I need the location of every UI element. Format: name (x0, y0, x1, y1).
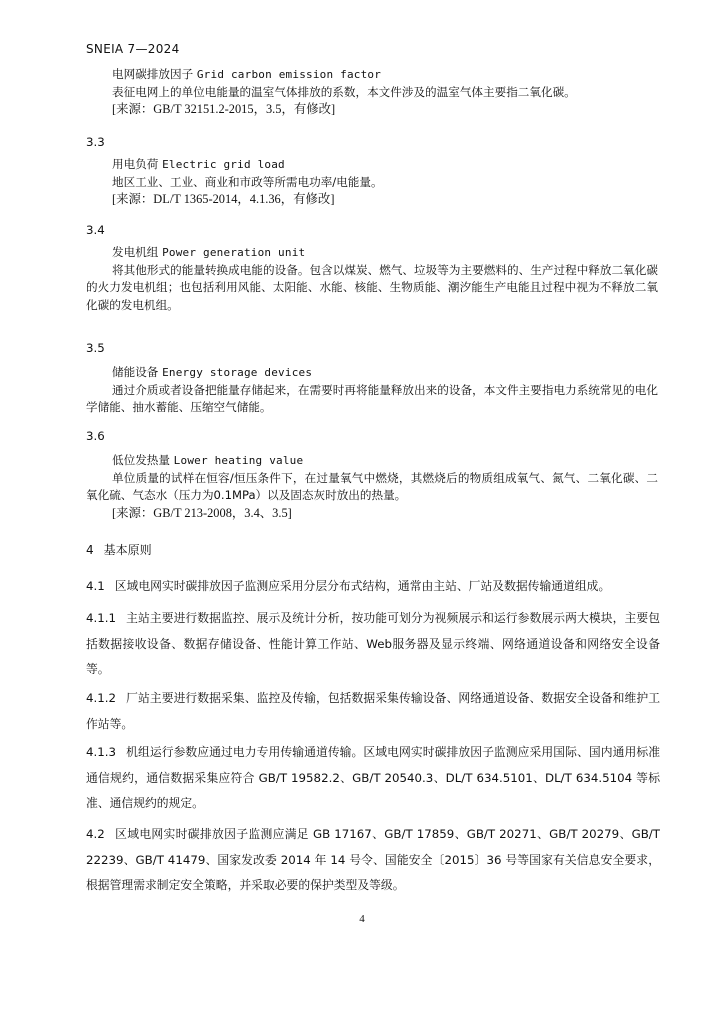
term-cn: 发电机组 (112, 245, 159, 259)
term-number-3-3: 3.3 (86, 135, 105, 149)
term-3-4 (86, 244, 658, 314)
term-title (86, 364, 658, 382)
chapter-number: 4 (86, 543, 94, 557)
term-source: [来源：DL/T 1365-2014，4.1.36，有修改] (112, 192, 335, 206)
term-number-3-6: 3.6 (86, 429, 105, 443)
clause-number: 4.1.1 (86, 611, 117, 625)
term-en: Grid carbon emission factor (196, 68, 382, 81)
clause-4-1-2 (86, 686, 660, 737)
term-definition: 表征电网上的单位电能量的温室气体排放的系数，本文件涉及的温室气体主要指二氧化碳。 (112, 84, 576, 99)
term-3-5 (86, 364, 658, 417)
clause-text: 主站主要进行数据监控、展示及统计分析，按功能可划分为视频展示和运行参数展示两大模块，主要包括数据接收设备、数据存储设备、性能计算工作站、Web服务器及显示终端、网络通道设备和网络安全设备等。 (86, 611, 660, 676)
term-number-3-4: 3.4 (86, 223, 105, 237)
clause-number: 4.1.2 (86, 691, 117, 705)
term-definition: 将其他形式的能量转换成电能的设备。包含以煤炭、燃气、垃圾等为主要燃料的、生产过程中释放二氧化碳的火力发电机组；也包括利用风能、太阳能、水能、核能、生物质能、潮汐能生产电能且过程中视为不释放二氧化碳的发电机组。 (86, 262, 658, 312)
term-definition: 单位质量的试样在恒容/恒压条件下，在过量氧气中燃烧，其燃烧后的物质组成氧气、氮气、二氧化碳、二氧化硫、气态水（压力为0.1MPa）以及固态灰时放出的热量。 (86, 470, 658, 502)
term-number-3-5: 3.5 (86, 341, 105, 355)
clause-text: 区域电网实时碳排放因子监测应满足 GB 17167、GB/T 17859、GB/T 20271、GB/T 20279、GB/T 22239、GB/T 41479、国家发改委 2014 年 14 号令、国能安全〔2015〕36 号等国家有关信息安全要求，根据管理需求制定安全策略，并采取必要的保护类型及等级。 (86, 827, 660, 892)
term-en: Energy storage devices (162, 366, 313, 379)
term-title (86, 452, 658, 470)
term-cn: 用电负荷 (112, 157, 159, 171)
term-cn: 储能设备 (112, 365, 159, 379)
clause-4-2 (86, 822, 660, 899)
term-3-6 (86, 452, 658, 522)
chapter-title: 基本原则 (103, 543, 152, 557)
term-en: Power generation unit (162, 246, 306, 259)
clause-number: 4.1 (86, 579, 105, 593)
clause-4-1 (86, 574, 660, 600)
clause-text: 机组运行参数应通过电力专用传输通道传输。区域电网实时碳排放因子监测应采用国际、国内通用标准通信规约，通信数据采集应符合 GB/T 19582.2、GB/T 20540.3、DL/T 634.5101、DL/T 634.5104 等标准、通信规约的规定。 (86, 745, 660, 810)
chapter-heading (86, 538, 660, 564)
page-number: 4 (359, 913, 365, 925)
term-title (86, 244, 658, 262)
clause-text: 区域电网实时碳排放因子监测应采用分层分布式结构，通常由主站、厂站及数据传输通道组成。 (114, 579, 611, 593)
term-definition: 地区工业、工业、商业和市政等所需电功率/电能量。 (112, 174, 383, 189)
clause-number: 4.1.3 (86, 745, 117, 759)
clause-4-1-1 (86, 606, 660, 683)
term-cn: 电网碳排放因子 (112, 67, 194, 81)
term-title (86, 66, 658, 84)
clause-text: 厂站主要进行数据采集、监控及传输，包括数据采集传输设备、网络通道设备、数据安全设备和维护工作站等。 (86, 691, 660, 731)
term-definition: 通过介质或者设备把能量存储起来，在需要时再将能量释放出来的设备，本文件主要指电力系统常见的电化学储能、抽水蓄能、压缩空气储能。 (86, 382, 658, 414)
term-3-2 (86, 66, 658, 119)
term-en: Electric grid load (162, 158, 285, 171)
clause-number: 4.2 (86, 827, 105, 841)
term-title (86, 156, 658, 174)
document-header: SNEIA 7—2024 (86, 42, 180, 56)
term-cn: 低位发热量 (112, 453, 170, 467)
term-3-3 (86, 156, 658, 209)
term-source: [来源：GB/T 213-2008，3.4、3.5] (112, 505, 292, 520)
term-en: Lower heating value (173, 454, 304, 467)
term-source: [来源：GB/T 32151.2-2015，3.5，有修改] (112, 102, 336, 116)
clause-4-1-3 (86, 740, 660, 817)
